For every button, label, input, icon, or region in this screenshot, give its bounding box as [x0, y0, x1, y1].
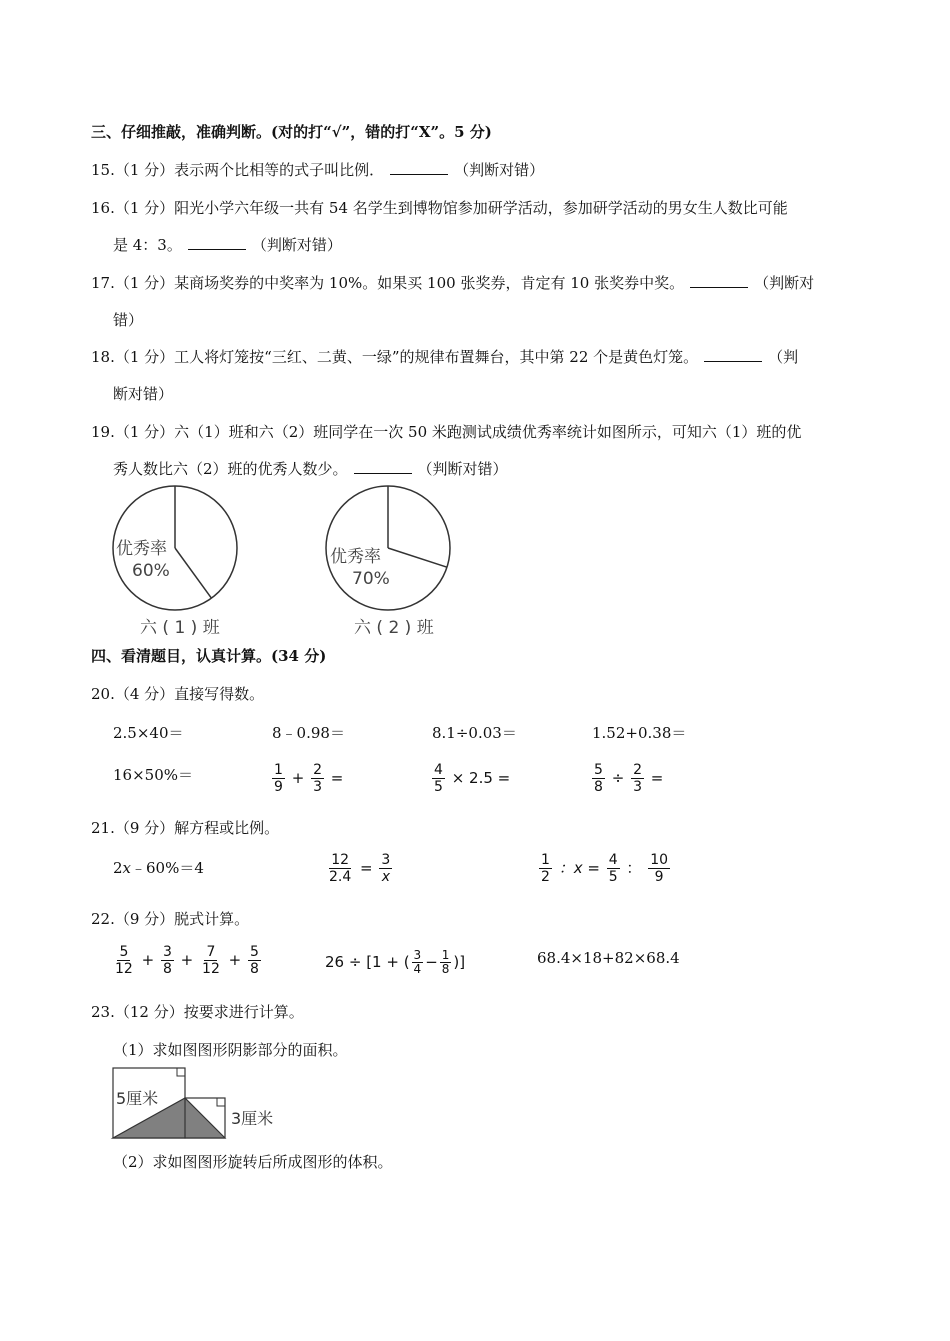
question-16-line2: 是 4：3。 （判断对错） [113, 236, 342, 254]
answer-blank-15[interactable] [390, 160, 448, 175]
pie1-radius-split [175, 548, 211, 598]
pie-charts [100, 478, 500, 640]
fraction: $\frac{12}{2.4}$ [329, 852, 352, 885]
pie1-slice-value: 60% [132, 561, 170, 581]
question-17-line1: 17.（1 分）某商场奖券的中奖率为 10%。如果买 100 张奖券，肯定有 10 张奖券中奖。 （判断对 [91, 274, 815, 292]
pie-chart-class1 [113, 486, 237, 638]
q20-item-5: 16×50%＝ [113, 766, 193, 784]
fraction: $\frac{5}{12}$ [115, 944, 133, 977]
question-18-line1: 18.（1 分）工人将灯笼按“三红、二黄、一绿”的规律布置舞台，其中第 22 个是黄色灯笼。 （判 [91, 348, 799, 366]
question-21-title: 21.（9 分）解方程或比例。 [91, 819, 280, 837]
question-22-title: 22.（9 分）脱式计算。 [91, 910, 250, 928]
fraction: $\frac{10}{9}$ [650, 852, 669, 885]
q22-expression-1: $\frac{5}{12}$ + $\frac{3}{8}$ + $\frac{7}{12}$ + $\frac{5}{8}$ [115, 944, 259, 977]
answer-blank-17[interactable] [690, 273, 748, 288]
fraction: $\frac{4}{5}$ [434, 762, 443, 795]
q20-item-1: 2.5×40＝ [113, 724, 184, 742]
pie1-slice-label: 优秀率 [116, 539, 167, 559]
q20-item-3: 8.1÷0.03＝ [432, 724, 517, 742]
q22-expression-3: 68.4×18+82×68.4 [537, 949, 680, 967]
fraction: $\frac{3}{x}$ [381, 852, 391, 885]
pie-chart-class2 [326, 486, 450, 638]
fraction: $\frac{2}{3}$ [313, 762, 322, 795]
q21-equation-2: $\frac{12}{2.4}$ = $\frac{3}{x}$ [329, 852, 391, 885]
fraction: $\frac{1}{2}$ [541, 852, 550, 885]
q20-item-4: 1.52+0.38＝ [592, 724, 687, 742]
right-angle-mark [217, 1098, 225, 1106]
section3-title: 三、仔细推敲，准确判断。(对的打“√”，错的打“X”。5 分) [91, 123, 492, 141]
answer-blank-18[interactable] [704, 347, 762, 362]
pie2-radius-split [388, 548, 447, 567]
fraction: $\frac{4}{5}$ [608, 852, 618, 885]
q20-item-8: $\frac{5}{8}$ ÷ $\frac{2}{3}$ = [594, 762, 664, 795]
q20-item-6: $\frac{1}{9}$ + $\frac{2}{3}$ = [274, 762, 344, 795]
question-16-line1: 16.（1 分）阳光小学六年级一共有 54 名学生到博物馆参加研学活动，参加研学活动的男女生人数比可能 [91, 199, 788, 217]
pie2-slice-value: 70% [352, 569, 390, 589]
question-23-part1: （1）求如图图形阴影部分的面积。 [113, 1041, 348, 1059]
question-23-title: 23.（12 分）按要求进行计算。 [91, 1003, 304, 1021]
section4-title: 四、看清题目，认真计算。(34 分) [91, 647, 327, 665]
question-18-line2: 断对错） [113, 385, 174, 403]
fraction: $\frac{2}{3}$ [633, 762, 642, 795]
question-20-title: 20.（4 分）直接写得数。 [91, 685, 265, 703]
fraction: $\frac{7}{12}$ [202, 944, 220, 977]
question-15: 15.（1 分）表示两个比相等的式子叫比例． （判断对错） [91, 161, 545, 179]
figure-label-5cm: 5厘米 [116, 1089, 159, 1108]
pie2-title: 六 ( 2 ) 班 [354, 618, 434, 638]
fraction: $\frac{5}{8}$ [594, 762, 603, 795]
fraction: $\frac{1}{8}$ [441, 948, 450, 976]
fraction: $\frac{3}{4}$ [413, 948, 422, 976]
q20-item-7: $\frac{4}{5}$ × 2.5 = [434, 762, 511, 795]
shaded-area-figure [110, 1066, 310, 1142]
q21-equation-3: $\frac{1}{2}$ ：x = $\frac{4}{5}$ ： $\frac{10}{9}$ [541, 852, 669, 885]
q21-equation-1: 2x﹣60%＝4 [113, 859, 204, 877]
right-angle-mark [177, 1068, 185, 1076]
pie2-slice-label: 优秀率 [330, 547, 381, 567]
q20-item-2: 8﹣0.98＝ [272, 724, 345, 742]
question-19-line2: 秀人数比六（2）班的优秀人数少。 （判断对错） [113, 460, 508, 478]
fraction: $\frac{1}{9}$ [274, 762, 283, 795]
q22-expression-2: 26 ÷ [1 + ( $\frac{3}{4}$ − $\frac{1}{8}$ )] [325, 948, 466, 976]
fraction: $\frac{5}{8}$ [250, 944, 259, 977]
question-23-part2: （2）求如图图形旋转后所成图形的体积。 [113, 1153, 393, 1171]
fraction: $\frac{3}{8}$ [162, 944, 172, 977]
figure-label-3cm: 3厘米 [231, 1109, 274, 1128]
answer-blank-19[interactable] [354, 459, 412, 474]
question-19-line1: 19.（1 分）六（1）班和六（2）班同学在一次 50 米跑测试成绩优秀率统计如图所示，可知六（1）班的优 [91, 423, 802, 441]
pie1-title: 六 ( 1 ) 班 [140, 618, 220, 638]
answer-blank-16[interactable] [188, 235, 246, 250]
question-17-line2: 错） [113, 311, 144, 329]
